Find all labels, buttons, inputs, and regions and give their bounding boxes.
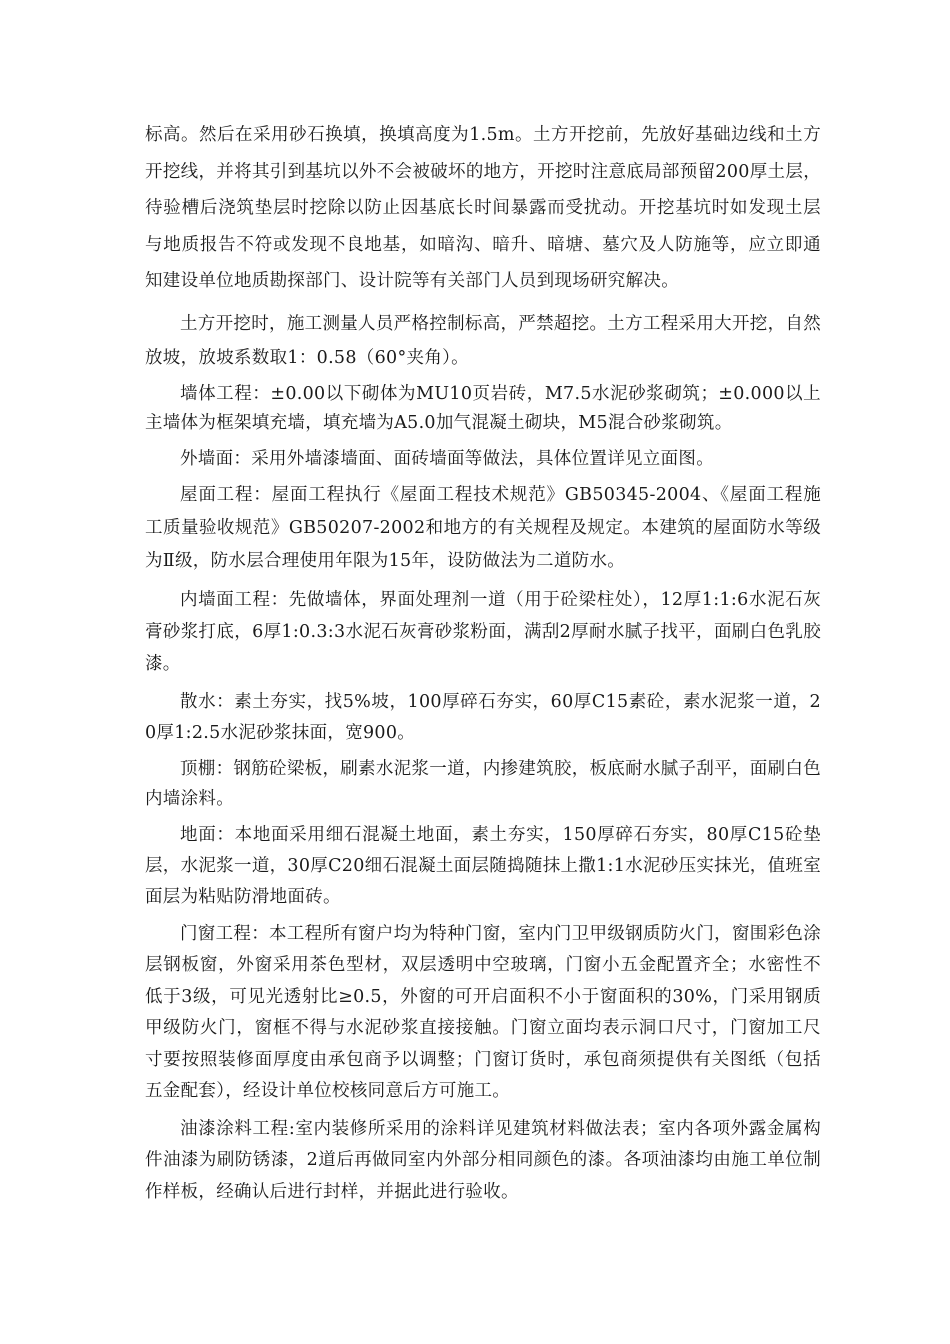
paragraph-foundation-excavation: 标高。然后在采用砂石换填，换填高度为1.5m。土方开挖前，先放好基础边线和土方开挖线，并将其引到基坑以外不会被破坏的地方，开挖时注意底局部预留200厚土层，待验槽后浇筑垫层时挖除以防止因基底长时间暴露而受扰动。开挖基坑时如发现土层与地质报告不符或发现不良地基，如暗沟、暗升、暗塘、墓穴及人防施等，应立即通知建设单位地质勘探部门、设计院等有关部门人员到现场研究解决。 xyxy=(145,125,821,291)
paragraph-floor: 地面：本地面采用细石混凝土地面，素土夯实，150厚碎石夯实，80厚C15砼垫层，水泥浆一道，30厚C20细石混凝土面层随捣随抹上撒1:1水泥砂压实抹光，值班室面层为粘贴防滑地面砖。 xyxy=(145,824,821,907)
paragraph-interior-wall: 内墙面工程：先做墙体，界面处理剂一道（用于砼梁柱处），12厚1:1:6水泥石灰膏砂浆打底，6厚1:0.3:3水泥石灰膏砂浆粉面，满刮2厚耐水腻子找平，面刷白色乳胶漆。 xyxy=(145,589,821,674)
paragraph-ceiling: 顶棚：钢筋砼梁板，刷素水泥浆一道，内掺建筑胶，板底耐水腻子刮平，面刷白色内墙涂料。 xyxy=(145,758,821,809)
paragraph-wall-works: 墙体工程：±0.00以下砌体为MU10页岩砖，M7.5水泥砂浆砌筑；±0.000以上主墙体为框架填充墙，填充墙为A5.0加气混凝土砌块，M5混合砂浆砌筑。 xyxy=(145,383,821,433)
paragraph-apron: 散水：素土夯实，找5%坡，100厚碎石夯实，60厚C15素砼，素水泥浆一道，20厚1:2.5水泥砂浆抹面，宽900。 xyxy=(145,691,821,743)
paragraph-earthwork: 土方开挖时，施工测量人员严格控制标高，严禁超挖。土方工程采用大开挖，自然放坡，放坡系数取1：0.58（60°夹角）。 xyxy=(145,313,821,368)
paragraph-roof-works: 屋面工程：屋面工程执行《屋面工程技术规范》GB50345-2004、《屋面工程施工质量验收规范》GB50207-2002和地方的有关规程及规定。本建筑的屋面防水等级为Ⅱ级，防水层合理使用年限为15年，设防做法为二道防水。 xyxy=(145,484,821,571)
paragraph-exterior-wall: 外墙面：采用外墙漆墙面、面砖墙面等做法，具体位置详见立面图。 xyxy=(180,448,714,469)
document-body xyxy=(145,117,821,1208)
paragraph-doors-windows: 门窗工程：本工程所有窗户均为特种门窗，室内门卫甲级钢质防火门，窗围彩色涂层钢板窗，外窗采用茶色型材，双层透明中空玻璃，门窗小五金配置齐全；水密性不低于3级，可见光透射比≥0.5，外窗的可开启面积不小于窗面积的30%，门采用钢质甲级防火门，窗框不得与水泥砂浆直接接触。门窗立面均表示洞口尺寸，门窗加工尺寸要按照装修面厚度由承包商予以调整；门窗订货时，承包商须提供有关图纸（包括五金配套），经设计单位校核同意后方可施工。 xyxy=(145,923,821,1101)
paragraph-paint-coating: 油漆涂料工程:室内装修所采用的涂料详见建筑材料做法表；室内各项外露金属构件油漆为刷防锈漆，2道后再做同室内外部分相同颜色的漆。各项油漆均由施工单位制作样板，经确认后进行封样，并据此进行验收。 xyxy=(145,1118,821,1202)
